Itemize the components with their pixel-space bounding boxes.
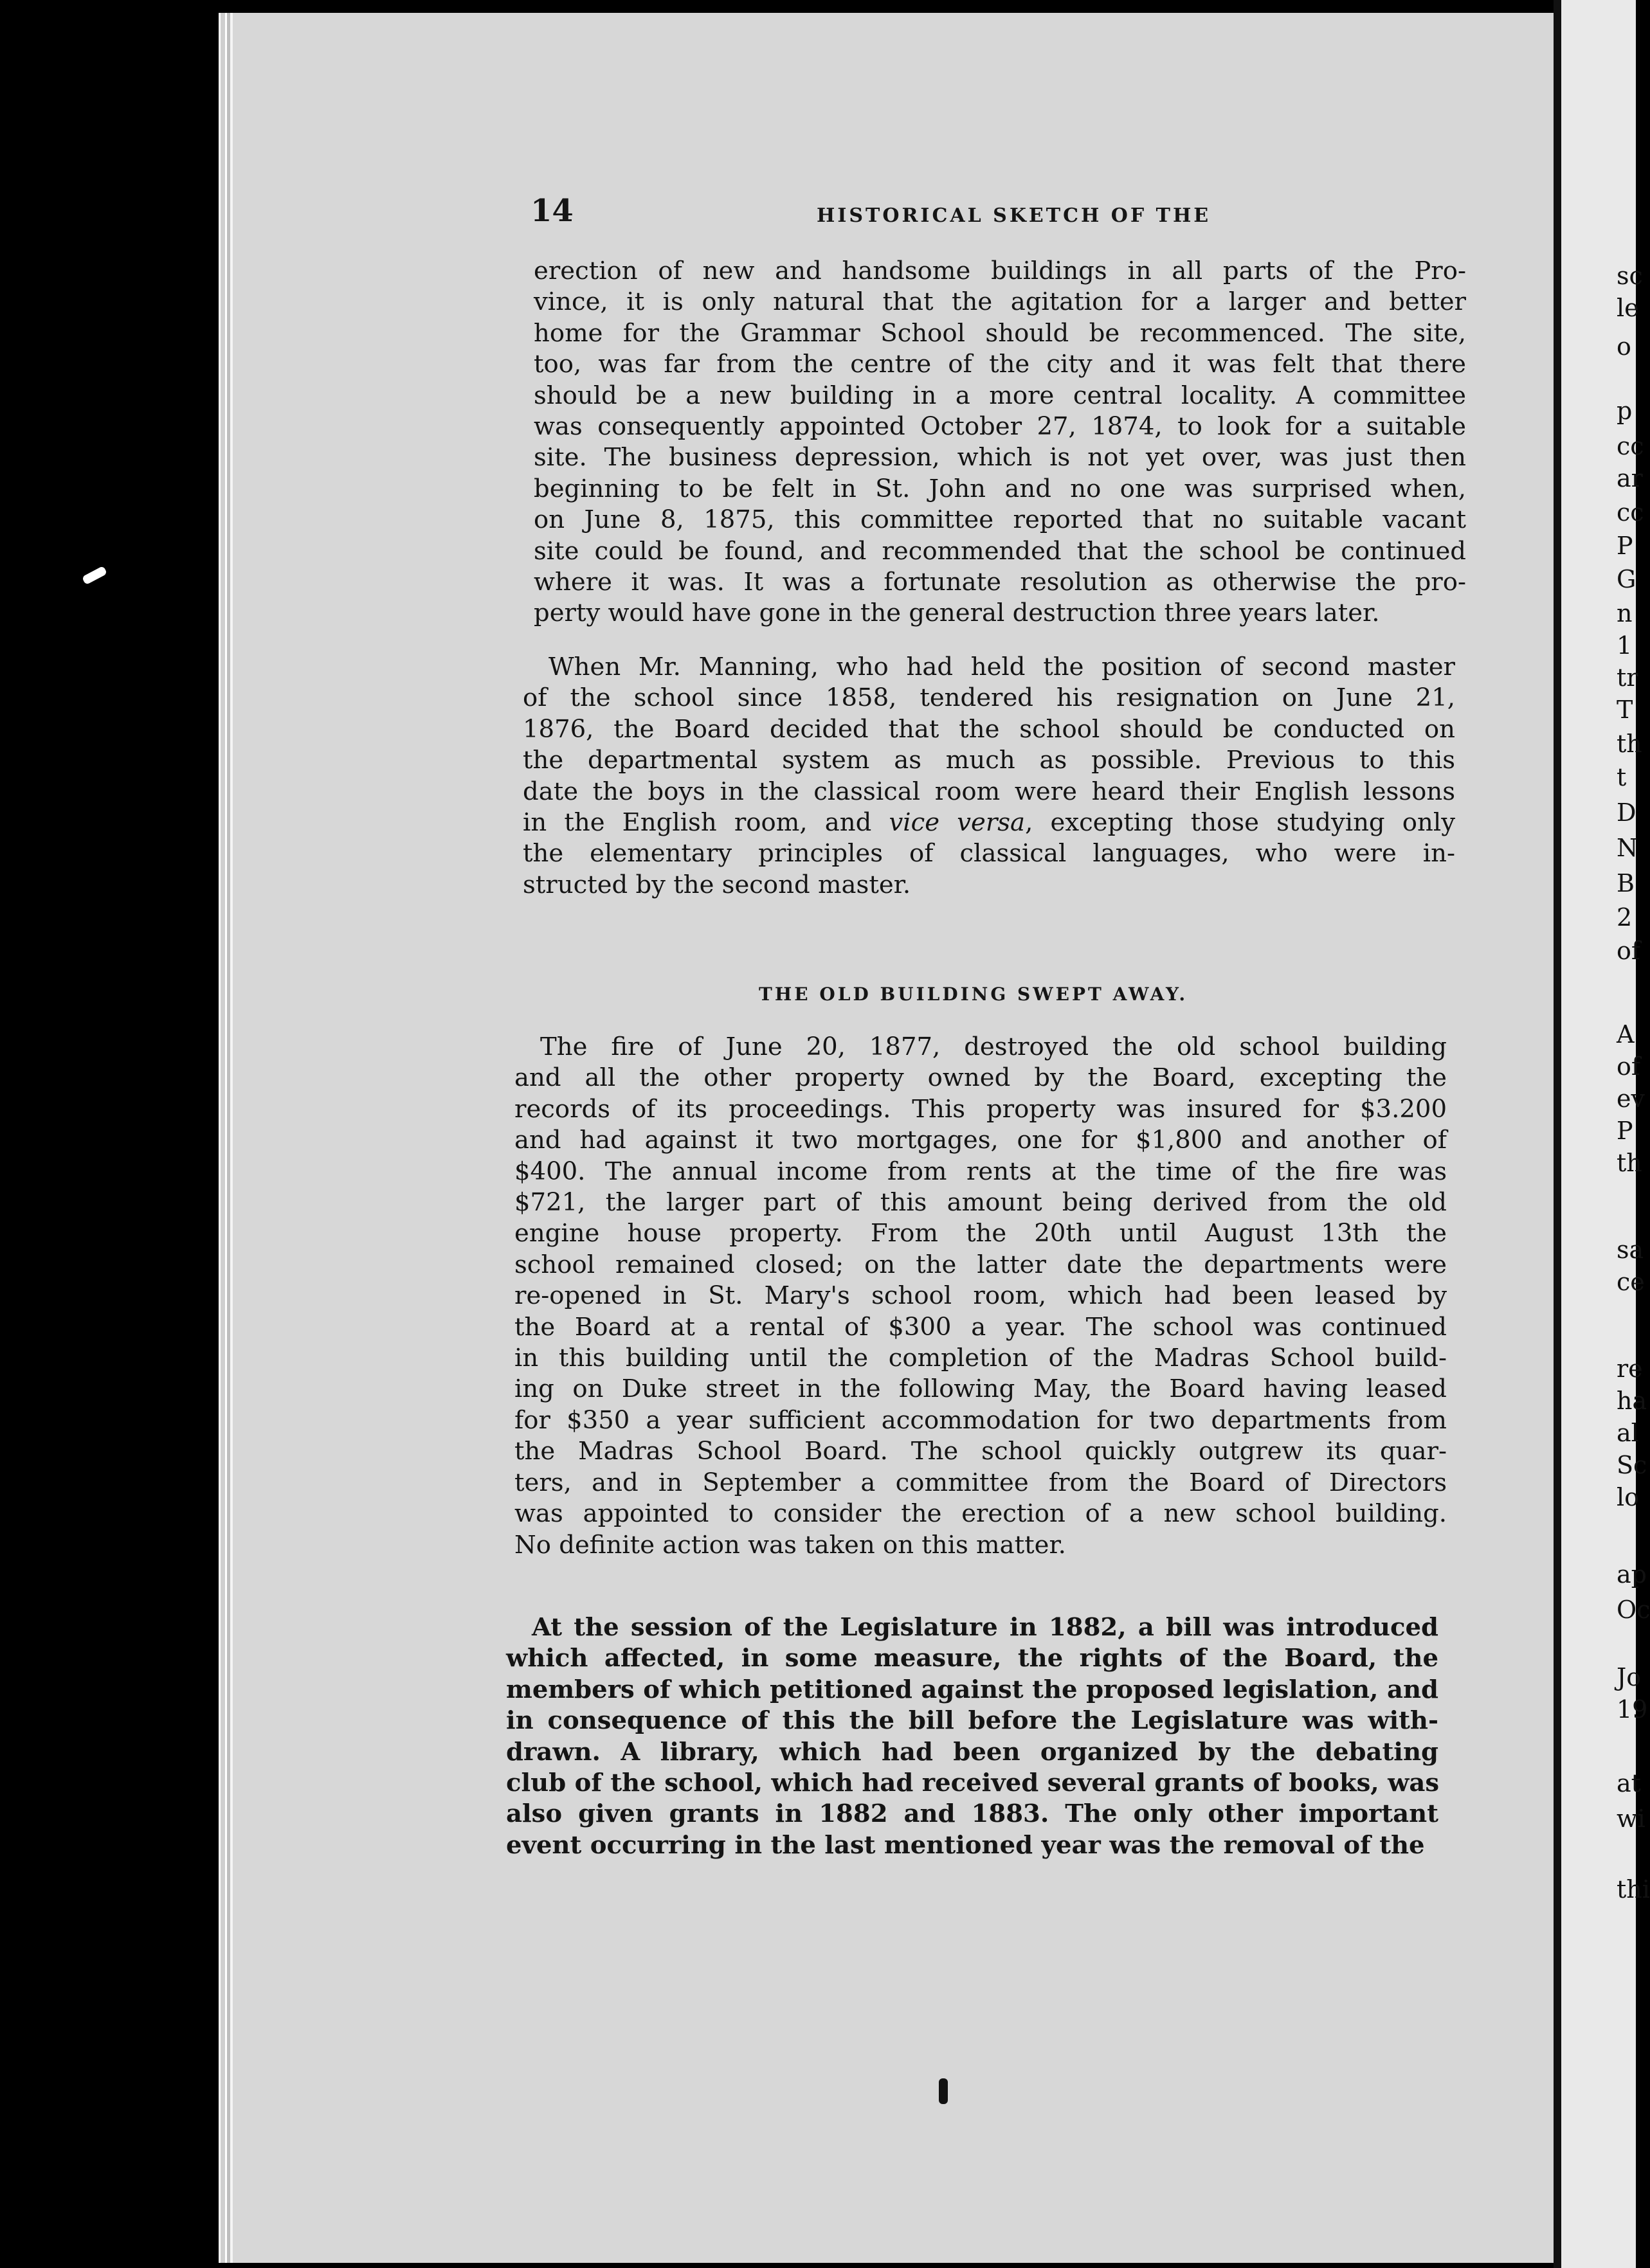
text-line: re-opened in St. Mary's school room, which had been leased by (514, 1281, 1447, 1311)
adjacent-page-fragment: th (1617, 730, 1642, 758)
text-line: the elementary principles of classical languages, who were in- (523, 839, 1455, 869)
text-line: in consequence of this the bill before the Legislature was with- (506, 1706, 1438, 1736)
text-line: The fire of June 20, 1877, destroyed the old school building (540, 1032, 1447, 1061)
text-line: of the school since 1858, tendered his resignation on June 21, (523, 683, 1455, 713)
adjacent-page-fragment: tr (1617, 663, 1638, 692)
adjacent-page-fragment: lo (1617, 1483, 1640, 1511)
text-line: home for the Grammar School should be recommenced. The site, (534, 318, 1466, 348)
adjacent-page-fragment: sc (1617, 262, 1643, 290)
gutter-shadow (1554, 0, 1561, 2268)
adjacent-page-fragment: wi (1617, 1805, 1645, 1833)
adjacent-page-fragment: t (1617, 763, 1627, 791)
adjacent-page-fragment: 19 (1617, 1695, 1648, 1724)
adjacent-page-fragment: of (1617, 1052, 1640, 1081)
text-line: erection of new and handsome buildings in all parts of the Pro- (534, 256, 1466, 285)
adjacent-page-fragment: o (1617, 332, 1631, 361)
text-line: records of its proceedings. This property was insured for $3.200 (514, 1094, 1447, 1124)
text-line: the departmental system as much as possible. Previous to this (523, 746, 1455, 775)
text-line: drawn. A library, which had been organized by the debating (506, 1737, 1438, 1767)
text-line: was consequently appointed October 27, 1874, to look for a suitable (534, 412, 1466, 442)
adjacent-page-fragment: ap (1617, 1560, 1647, 1589)
adjacent-page-fragment: D (1617, 798, 1636, 827)
adjacent-page-fragment: ce (1617, 1268, 1645, 1296)
adjacent-page-fragment: A (1617, 1020, 1635, 1048)
text-line: $721, the larger part of this amount being derived from the old (514, 1188, 1447, 1218)
text-line: No definite action was taken on this matter. (514, 1530, 1066, 1560)
text-line: site. The business depression, which is not yet over, was just then (534, 443, 1466, 473)
text-line: where it was. It was a fortunate resolution as otherwise the pro- (534, 568, 1466, 597)
adjacent-page-fragment: 1 (1617, 631, 1633, 660)
text-line: $400. The annual income from rents at the time of the fire was (514, 1156, 1447, 1186)
text-line: the Board at a rental of $300 a year. The school was continued (514, 1312, 1447, 1342)
adjacent-page-fragment: N (1617, 834, 1638, 862)
text-line: was appointed to consider the erection of a new school building. (514, 1499, 1447, 1529)
text-line: also given grants in 1882 and 1883. The only other important (506, 1799, 1438, 1829)
text-line: school remained closed; on the latter date the departments were (514, 1250, 1447, 1279)
text-line: too, was far from the centre of the city and it was felt that there (534, 350, 1466, 379)
text-line: ing on Duke street in the following May, the Board having leased (514, 1374, 1447, 1404)
ink-mark (939, 2078, 948, 2104)
adjacent-page-fragment: p (1617, 397, 1633, 425)
paragraph-1 (534, 256, 1466, 629)
adjacent-page-fragment: ar (1617, 464, 1643, 492)
text-line: engine house property. From the 20th until August 13th the (514, 1219, 1447, 1248)
adjacent-page-fragment: ev (1617, 1084, 1645, 1113)
text-line: club of the school, which had received several grants of books, was (506, 1769, 1440, 1798)
text-line: perty would have gone in the general destruction three years later. (534, 598, 1380, 628)
text-line: should be a new building in a more central locality. A committee (534, 381, 1466, 410)
paragraph-4 (506, 1612, 1438, 1861)
adjacent-page-fragment: le (1617, 294, 1639, 322)
text-line: in the English room, and vice versa, excepting those studying only (523, 808, 1455, 838)
section-heading: THE OLD BUILDING SWEPT AWAY. (759, 984, 1188, 1005)
adjacent-page-fragment: P (1617, 532, 1633, 560)
text-line: structed by the second master. (523, 870, 911, 899)
text-line: site could be found, and recommended that the school be continued (534, 536, 1466, 566)
adjacent-page-fragment: G (1617, 565, 1636, 593)
margin-mark (82, 566, 107, 585)
adjacent-page-fragment: re (1617, 1354, 1643, 1383)
text-line: members of which petitioned against the proposed legislation, and (506, 1675, 1438, 1704)
adjacent-page-fragment: 2 (1617, 903, 1633, 932)
text-line: When Mr. Manning, who had held the position of second master (548, 652, 1455, 681)
adjacent-page-fragment: at (1617, 1769, 1641, 1797)
text-line: vince, it is only natural that the agitation for a larger and better (534, 287, 1466, 317)
adjacent-page-fragment: Jo (1617, 1663, 1642, 1691)
text-line: event occurring in the last mentioned year was the removal of the (506, 1830, 1425, 1860)
adjacent-page-fragment: Oc (1617, 1596, 1650, 1624)
adjacent-page-fragment: of (1617, 937, 1640, 965)
page-number: 14 (530, 193, 574, 229)
adjacent-page-fragment: B (1617, 869, 1635, 897)
text-line: At the session of the Legislature in 1882, a bill was introduced (532, 1613, 1438, 1642)
text-line: in this building until the completion of the Madras School build- (514, 1344, 1447, 1373)
text-line: beginning to be felt in St. John and no one was surprised when, (534, 474, 1466, 503)
paragraph-3 (514, 1032, 1447, 1561)
text-line: and had against it two mortgages, one for $1,800 and another of (514, 1126, 1447, 1155)
text-line: for $350 a year sufficient accommodation for two departments from (514, 1405, 1447, 1435)
text-line: the Madras School Board. The school quickly outgrew its quar- (514, 1437, 1447, 1466)
adjacent-page-fragment: al (1617, 1419, 1639, 1447)
text-line: which affected, in some measure, the rights of the Board, the (506, 1644, 1438, 1673)
paragraph-2 (523, 652, 1455, 901)
adjacent-page-fragment: thi (1617, 1875, 1650, 1904)
adjacent-page-fragment: ha (1617, 1387, 1647, 1415)
text-line: date the boys in the classical room were heard their English lessons (523, 777, 1455, 806)
adjacent-page-fragment: sa (1617, 1236, 1644, 1264)
adjacent-page-fragment: Sc (1617, 1451, 1647, 1479)
adjacent-page-fragment: n (1617, 599, 1633, 627)
text-line: and all the other property owned by the Board, excepting the (514, 1063, 1447, 1093)
text-line: ters, and in September a committee from the Board of Directors (514, 1468, 1447, 1497)
running-head: HISTORICAL SKETCH OF THE (817, 204, 1211, 227)
adjacent-page-fragment: cc (1617, 432, 1644, 460)
text-line: 1876, the Board decided that the school should be conducted on (523, 714, 1455, 744)
adjacent-page-fragment: P (1617, 1117, 1633, 1145)
adjacent-page-fragment: cc (1617, 498, 1644, 526)
adjacent-page-fragment: T (1617, 696, 1633, 724)
adjacent-page-fragment: th (1617, 1149, 1642, 1177)
text-line: on June 8, 1875, this committee reported that no suitable vacant (534, 505, 1466, 535)
